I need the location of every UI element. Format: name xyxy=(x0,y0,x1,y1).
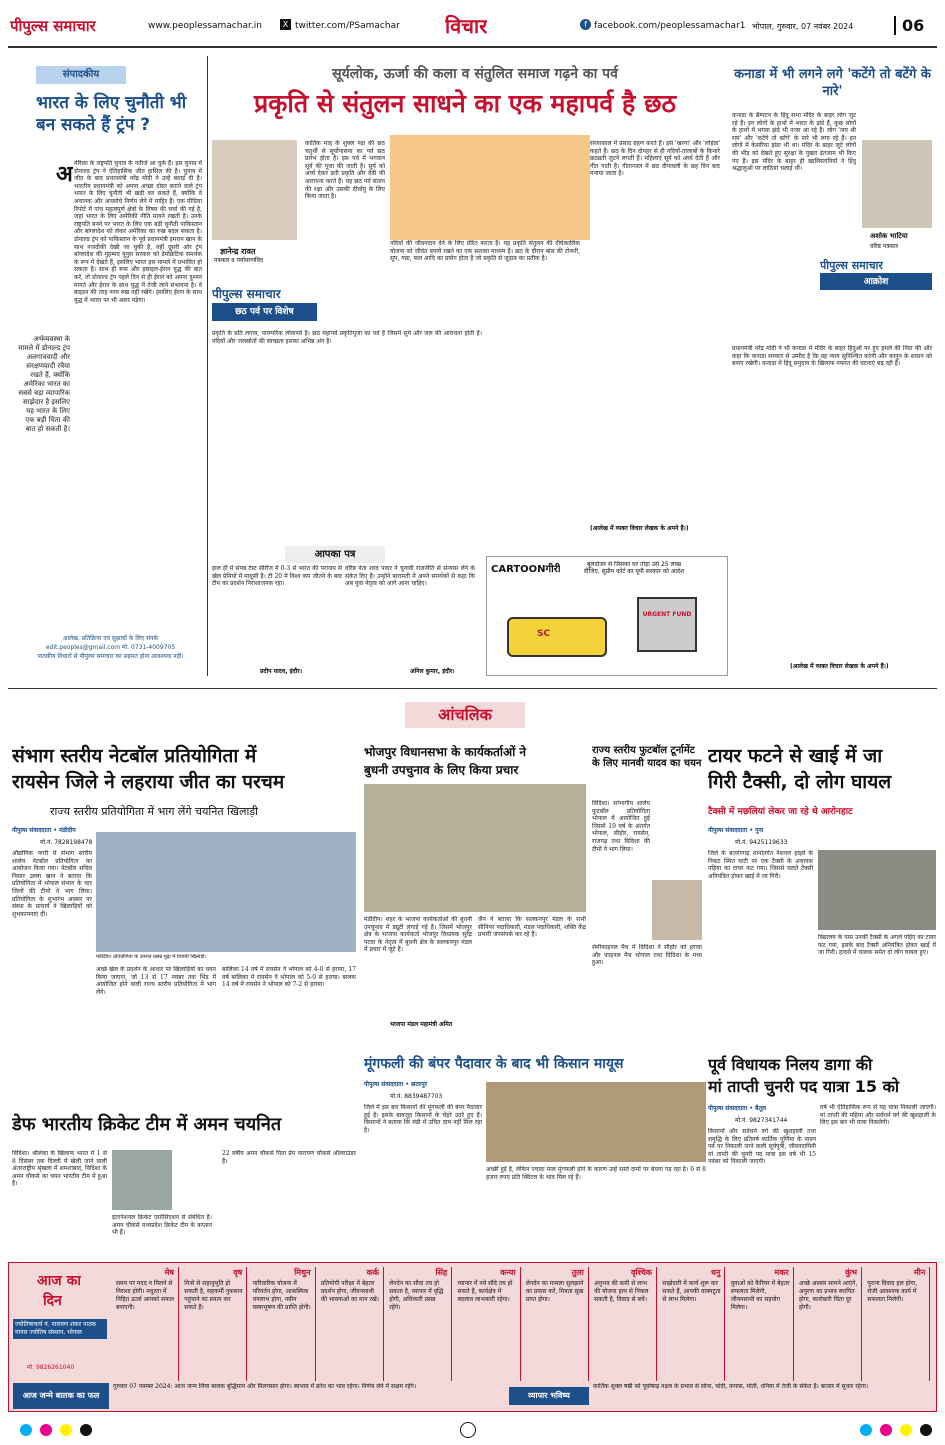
facebook-icon: f xyxy=(580,19,591,30)
yatra-title-2: मां ताप्ती चुनरी पद यात्रा 15 को xyxy=(708,1077,899,1096)
yatra-body: किसानों और सर्वधर्म वर्ग की खुशहाली तथा समृद्धि के लिए प्रतिवर्ष कार्तिक पूर्णिमा के पावन पर्व पर निकाली जाने वाली सूर्यपुत्री, जीवनदायिनी मां ताप्ती की चुनरी पद यात्रा इस वर्ष भी 15 नवंबर को निकाली जाएगी। xyxy=(708,1128,816,1166)
bhojpur-body: मंडीदीप। शहर के भाजपा कार्यकर्ताओं की बुधनी उपचुनाव में ड्यूटी लगाई गई है। जिसमें भोजपुर क्षेत्र के भाजपा कार्यकर्ता भोजपुर विधायक सुरेंद्र पटवा के नेतृत्व में बुधनी क्षेत्र के सलकनपुर मंडल में प्रचार में जुटे हैं। xyxy=(364,916,472,954)
dateline: भोपाल, गुरुवार, 07 नवंबर 2024 xyxy=(752,22,854,31)
facebook-link[interactable]: facebook.com/peoplessamachar1 xyxy=(594,21,746,31)
footer-contact-label: आलेख, प्रतिक्रिया एवं सुझावों के लिए संपर्क xyxy=(62,635,159,642)
cartoon-safe xyxy=(637,597,697,652)
letter-1: हाल ही में संपन्न टेस्ट सीरीज में 0-3 से भारत की पराजय से खेल प्रेमियों में मायूसी है। टी 20 में विश्व कप जीतने के बाद टीम का प्रदर्शन निराशाजनक रहा। xyxy=(212,565,342,588)
zodiac-sign-text: अनुभव की कमी से लाभ की योजना हाथ से निकल सकती है, विवाद से बचें। xyxy=(594,1280,649,1303)
cartoon-label: CARTOONगीरी xyxy=(491,564,561,575)
taxi-title-2: गिरी टैक्सी, दो लोग घायल xyxy=(708,771,892,793)
cartoon-caption: बुलडोजर से जिसका घर तोड़ा उसे 25 लाख दीजिए, सुप्रीम कोर्ट का यूपी सरकार को आदेश xyxy=(583,561,685,575)
zodiac-sign xyxy=(659,1267,725,1381)
zodiac-sign-text: समय पर मदद न मिलने से निराशा होगी। मधुरता में निहित ऊर्जा आपको सफल बनाएगी। xyxy=(116,1280,174,1311)
editorial-label: संपादकीय xyxy=(36,66,126,84)
zodiac-sign xyxy=(796,1267,862,1381)
taxi-sub: टैक्सी में मछलियां लेकर जा रहे थे आरोनहाट xyxy=(708,807,853,817)
zodiac-sign-name: मकर xyxy=(774,1268,789,1277)
netball-sub: राज्य स्तरीय प्रतियोगिता में भाग लेंगे चयनित खिलाड़ी xyxy=(50,805,259,818)
netball-body: औद्योगिक नगरी में संभाग स्तरीय शालेय नेटबॉल प्रतियोगिता का आयोजन किया गया। नेटबॉल सचिव निसार उल्ला खान ने बताया कि प्रतियोगिता में भोपाल संभाग के चार जिलों की टीमों ने भाग लिया। प्रतियोगिता के शुभारंभ अवसर पर संस्था के प्राचार्य ने खिलाड़ियों को शुभकामनाएं दीं। xyxy=(12,850,92,918)
astrologer-info: ज्योतिषाचार्य पं. नारायण शंकर पाठक मानस ज्योतिष संस्थान, भोपाल xyxy=(13,1319,107,1339)
zodiac-sign-text: प्रतियोगी परीक्षा में बेहतर प्रदर्शन होगा, जीवनसाथी की भावनाओं का मान रखें। xyxy=(320,1280,380,1303)
cricket-title: डेफ भारतीय क्रिकेट टीम में अमन चयनित xyxy=(12,1114,282,1135)
masthead xyxy=(0,0,945,46)
canada-author-role: वरिष्ठ पत्रकार xyxy=(870,243,899,250)
cartoon-machine-label: SC xyxy=(537,629,551,639)
taxi-body: जिले के बजरंगगढ़ थानांतर्गत नेशनल हाइवे के निकट स्थित घाटी पर एक टैक्सी के अचानक पहिया का टायर फट गया। जिससे चलते टैक्सी अनियंत्रित होकर खाई में जा गिरी। xyxy=(708,850,813,880)
zodiac-sign-text: अच्छे अवसर सामने आएंगे, अनुराग का प्रभाव स्थापित होगा, कारोबारी चिंता दूर होगी। xyxy=(799,1280,858,1311)
chhath-col1: कार्तिक माह के शुक्ल पक्ष की छठ चतुर्थी से सूर्योपासना का पर्व छठ प्रारंभ होता है। इस पर्व में भगवान सूर्य की पूजा की जाती है। सूर्य को अर्घ्य देकर व्रती प्रकृति और देवी की आराधना करते हैं। यह छठ पर्व संतान की रक्षा और उसकी दीर्घायु के लिए किया जाता है। xyxy=(305,140,385,201)
canada-body: कनाडा के ब्रैम्पटन के हिंदू सभा मंदिर के बाहर लोग जुट रहे हैं। इन लोगों के हाथों में भारत के झंडे हैं, कुछ लोगों के हाथों में भगवा झंडे भी नजर आ रहे हैं। लोग 'जय श्री राम' और 'कटेंगे तो बटेंगे' के नारे भी लगा रहे हैं। इन लोगों में केसरिया झंडा भी था। मंदिर के बाहर जुटे लोगों की भीड़ को देखते हुए सुरक्षा के पुख्ता इंतजाम भी किए गए हैं। इस मंदिर के बाहर ही खालिस्तानियों ने हिंदू श्रद्धालुओं पर लाठियां चलाई थीं। xyxy=(732,112,856,173)
chhath-title: प्रकृति से संतुलन साधने का एक महापर्व है छठ xyxy=(253,89,677,118)
regional-label: आंचलिक xyxy=(405,702,525,728)
zodiac-sign xyxy=(386,1267,452,1381)
zodiac-sign xyxy=(318,1267,384,1381)
section-title: विचार xyxy=(445,14,488,38)
zodiac-sign-name: वृष xyxy=(233,1268,243,1277)
zodiac-sign-text: मित्रों से सहानुभूति हो सकती है, सहकर्मी नुकसान पहुंचाने का प्रयत्न कर सकते हैं। xyxy=(184,1280,243,1311)
netball-title-2: रायसेन जिले ने लहराया जीत का परचम xyxy=(12,771,285,793)
peanut-byline: पीपुल्स संवाददाता • छतरपुर xyxy=(364,1081,428,1088)
masthead-logo: पीपुल्स समाचार xyxy=(10,17,96,35)
peanut-photo xyxy=(486,1082,706,1162)
netball-mobile: मो.नं. 7828198478 xyxy=(40,839,93,846)
editorial-title: भारत के लिए चुनौती भी बन सकते हैं ट्रंप ? xyxy=(36,93,187,135)
bhojpur-body-2: जैन ने बताया कि सलकनपुर मंडल के सभी सीनियर पदाधिकारी, मंडल पदाधिकारी, शक्ति केंद्र प्रभारी जनसंपर्क कर रहे हैं। xyxy=(478,916,586,939)
bhojpur-title-2: बुधनी उपचुनाव के लिए किया प्रचार xyxy=(364,763,519,777)
chhath-kicker: सूर्यलोक, ऊर्जा की कला व संतुलित समाज गढ़ने का पर्व xyxy=(332,66,618,82)
canada-brand: पीपुल्स समाचार xyxy=(820,259,883,272)
taxi-byline: पीपुल्स संवाददाता • गुना xyxy=(708,827,764,834)
chhath-col4: संध्याकाल में प्रसाद ग्रहण करते हैं। इसे 'खरना' और 'लोहंडा' कहते हैं। छठ के दिन दोपहर से ही नदियों-तालाबों के किनारे छठव्रती जुटने लगती हैं। महिलाएं सूर्य को अर्घ्य देती हैं और गीत गाती हैं। गीतान्जल में छठ दीपावली के छह दिन बाद मनाया जाता है। xyxy=(590,140,720,178)
football-player-photo xyxy=(652,880,702,940)
chhath-brand-sub: छठ पर्व पर विशेष xyxy=(212,303,317,321)
chhath-signoff: (आलेख में व्यक्त विचार लेखक के अपने हैं।) xyxy=(590,525,689,532)
football-body: विदिशा। सांभागीय शालेय फुटबॉल प्रतियोगिता भोपाल में आयोजित हुई जिसमें 19 वर्ष के अंतर्गत भोपाल, सीहोर, रायसेन, राजगढ़ तथा विदिशा की टीमों ने भाग लिया। xyxy=(592,800,650,853)
zodiac-sign-name: धनु xyxy=(711,1268,721,1277)
netball-body-2: अच्छे खेल के प्रदर्शन के आधार पर खिलाड़ियों का चयन किया जाएगा, जो 13 से 17 नवंबर तक भिंड में आयोजित होने वाली राज्य स्तरीय प्रतियोगिता में भाग लेंगे। xyxy=(96,966,216,996)
peanut-body: जिले में इस बार किसानों की मूंगफली की बंपर पैदावार हुई है। इसके बावजूद किसानों के चेहरे उतरे हुए हैं। किसानों ने बताया कि मंडी में उचित दाम नहीं मिल रहा है। xyxy=(364,1104,482,1134)
horoscope-box xyxy=(8,1262,937,1412)
zodiac-sign-text: लेनदेन का सौदा तय हो सकता है, व्यापार में वृद्धि होगी, अधिकारी प्रसन्न रहेंगे। xyxy=(389,1280,444,1311)
footer-email: edit.peoples@gmail.com मो. 0731-4009705 xyxy=(45,644,176,651)
cartoon-panel xyxy=(486,556,728,676)
zodiac-sign-name: मेष xyxy=(164,1268,174,1277)
netball-byline: पीपुल्स संवाददाता • मंडीदीप xyxy=(12,827,76,834)
zodiac-sign-name: कुंभ xyxy=(845,1268,857,1277)
zodiac-sign-text: साझेदारी में कार्य शुरू कर सकते हैं, आपकी वाक्पटुता से लाभ मिलेगा। xyxy=(662,1280,721,1303)
letter-2-sign: अनिल कुमार, इंदौर। xyxy=(410,668,455,675)
canada-brand-sub: आक्रोश xyxy=(820,273,932,290)
letter-1-sign: प्रदीप यादव, इंदौर। xyxy=(260,668,302,675)
zodiac-sign-text: पुराना विवाद हल होगा, रोजी आवश्यक कार्य में सफलता मिलेगी। xyxy=(867,1280,918,1303)
x-icon: X xyxy=(280,19,291,30)
canada-body-2: प्रधानमंत्री नरेंद्र मोदी ने भी कनाडा में मंदिर के बाहर हिंदुओं पर हुए हमले की निंदा की और कहा कि कनाडा सरकार से उम्मीद है कि वह न्याय सुनिश्चित करेगी और कानून के शासन को बनाए रखेगी। कनाडा में हिंदू समुदाय के खिलाफ नफरत की घटनाएं बढ़ रही हैं। xyxy=(732,345,932,368)
chhath-col3: नदियों की जीवनदान देने के लिए प्रेरित करता है। यह प्रकृति संतुलन की दीर्घकालिक योजना को जीवंत बनाये रखने का एक सशक्त माध्यम है। छठ के दौरान बांस की टोकरी, सूप, गन्ना, फल आदि का प्रयोग होता है जो प्रकृति से जुड़ाव का प्रतीक है। xyxy=(390,240,580,263)
zodiac-sign-text: पारिवारिक योजना में परिवर्तन होगा, आकस्मिक धनलाभ होगा, नवीन वस्त्राभूषण की प्राप्ति होगी। xyxy=(252,1280,311,1311)
author-name: ज्ञानेन्द्र रावत xyxy=(220,247,256,256)
zodiac-sign-name: वृश्चिक xyxy=(630,1268,653,1277)
peanut-body-2: अच्छी हुई है, लेकिन ज्यादा माल मूंगफली होने के कारण उन्हें सस्ते दामों पर बेचना पड़ रहा है। 6 से 8 हजार रुपए प्रति क्विंटल के भाव मिल रहे हैं। xyxy=(486,1166,706,1181)
football-body-2: सेमीफाइनल मैच में विदिशा ने सीहोर को हराया और फाइनल मैच भोपाल तथा विदिशा के मध्य हुआ। xyxy=(592,944,702,967)
yatra-title-1: पूर्व विधायक निलय डागा की xyxy=(708,1055,873,1074)
taxi-body-2: विद्यालय के पास उनकी टैक्सी के अगले पहिए का टायर फट गया, इसके बाद टैक्सी अनियंत्रित होकर खाई में जा गिरी। हादसे में चालक समेत दो लोग घायल हुए। xyxy=(818,934,936,957)
editorial-side: अर्थव्यवस्था के मामले में डोनाल्ड ट्रंप अलगाववादी और संरक्षणवादी रवैया रखते हैं, क्योंकि अमेरिका भारत का सबसे बड़ा व्यापारिक साझेदार है इसलिए यह भारत के लिए एक बड़ी चिंता की बात हो सकती है। xyxy=(18,335,70,433)
zodiac-sign-name: कर्क xyxy=(366,1268,379,1277)
bhojpur-photo xyxy=(364,784,586,912)
yatra-body-2: वर्ष भी ऐतिहासिक रूप से यह यात्रा निकाली जाएगी। मां ताप्ती की महिमा और सर्वधर्म वर्ग की खुशहाली के लिए इस बार भी यात्रा निकलेगी। xyxy=(820,1104,936,1127)
canada-author-name: अशोक भाटिया xyxy=(870,232,908,240)
business-label: व्यापार भविष्य xyxy=(509,1387,589,1405)
zodiac-sign-text: लेनदेन का मामला सुलझाने का प्रयास करें, मित्रता सुख प्राप्त होगा। xyxy=(525,1280,584,1303)
zodiac-sign xyxy=(113,1267,179,1381)
cricket-body-2: इंटरनेशनल क्रिकेट एसोसिएशन से संबंधित है। अमन चौकसे मध्यप्रदेश क्रिकेट टीम के कप्तान भी हैं। xyxy=(112,1214,212,1237)
zodiac-sign-name: कन्या xyxy=(500,1268,516,1277)
editorial-dropcap: अ xyxy=(56,162,73,187)
cricket-body: विदिशा। श्रीलंका के खिलाफ भारत में 1 से 8 दिसंबर तक दिल्ली में खेली जाने वाली अंतरराष्ट्रीय श्रृंखला में शमशाबाद, विदिशा के अमन चौकसे का चयन भारतीय टीम में हुआ है। xyxy=(12,1150,107,1188)
astrologer-mobile: मो. 9826261040 xyxy=(27,1364,75,1371)
business-text: कार्तिक शुक्ल षष्ठी को पूर्वाषाढ़ नक्षत्र के प्रभाव से सोना, चांदी, कपास, मोती, धनिया में तेजी के संकेत हैं। बाजार में सुधार रहेगा। xyxy=(593,1383,869,1390)
chhath-col2: प्रकृति के प्रति लगाव, पारम्परिक लोकपर्व है। छठ महापर्व प्रकृतिपूजा का पर्व है जिसमें सूर्य और जल की आराधना होती है। नदियों और जलस्रोतों की स्वच्छता इसका अभिन्न अंग है। xyxy=(212,330,482,345)
peanut-mobile: मो.नं. 8839487703 xyxy=(390,1093,443,1100)
taxi-mobile: मो.नं. 9425119633 xyxy=(735,839,788,846)
birth-text: गुरुवार 07 नवम्बर 2024: आज जन्म लिया बालक बुद्धिमान और मिलनसार होगा। स्वभाव में क्रोध का भाव रहेगा। निर्णय लेने में सक्षम रहेंगे। xyxy=(113,1383,417,1390)
yatra-byline: पीपुल्स संवाददाता • बैतूल xyxy=(708,1105,767,1112)
author-role: पत्रकार व पर्यावरणविद xyxy=(214,257,264,264)
zodiac-sign xyxy=(591,1267,657,1381)
canada-author-photo xyxy=(862,140,932,228)
zodiac-sign-name: तुला xyxy=(571,1268,584,1277)
cartoon-bulldozer xyxy=(507,617,607,657)
cricket-player-photo xyxy=(112,1150,172,1210)
horoscope-header-1: आज का xyxy=(37,1273,81,1289)
twitter-link[interactable]: twitter.com/PSamachar xyxy=(295,21,400,31)
bhojpur-byline: भाजपा मंडल महामंत्री अमित xyxy=(390,1021,453,1028)
peanut-title: मूंगफली की बंपर पैदावार के बाद भी किसान मायूस xyxy=(364,1056,624,1072)
website-link[interactable]: www.peoplessamachar.in xyxy=(148,21,262,31)
netball-title-1: संभाग स्तरीय नेटबॉल प्रतियोगिता में xyxy=(12,745,257,767)
canada-signoff: (आलेख में व्यक्त विचार लेखक के अपने हैं।) xyxy=(790,663,889,670)
netball-body-3: बालिका 14 वर्ष में रायसेन ने भोपाल को 4-0 से हराया, 17 वर्ष बालिका में रायसेन ने भोपाल को 5-0 से हराया। बालक 14 वर्ष में रायसेन ने भोपाल को 7-2 से हराया। xyxy=(222,966,356,989)
zodiac-sign-name: मीन xyxy=(914,1268,926,1277)
zodiac-sign-name: सिंह xyxy=(435,1268,448,1277)
zodiac-sign xyxy=(523,1267,589,1381)
editorial-body: मेरिका के राष्ट्रपति चुनाव के नतीजे आ चुके हैं। इस चुनाव में डोनाल्ड ट्रंप ने ऐतिहासिक जीत हासिल की है। चुनाव में जीत के बाद प्रधानमंत्री नरेंद्र मोदी ने उन्हें बधाई दी है। भारतीय प्रधानमंत्री को अपना अच्छा दोस्त बताने वाले ट्रंप भारत के लिए चुनौती भी खड़ी कर सकते हैं, क्योंकि वे अचानक और अनसोचे निर्णय लेने में माहिर हैं। एक मीडिया रिपोर्ट में पांच महत्वपूर्ण क्षेत्रों के विषय की चर्चा की गई है, जहां भारत के लिए अमेरिकी नीति मायने रखती है। उनके राष्ट्रपति बनने पर भारत के लिए एक बड़ी चुनौती पाकिस्तान और बांग्लादेश को लेकर अमेरिका का रुख बदल सकता है। डोनाल्ड ट्रंप को पाकिस्तान के पूर्व प्रधानमंत्री इमरान खान के साथ नजदीकी देखी जा चुकी है, वहीं दूसरी ओर ट्रंप बांग्लादेश की मुहम्मद यूनुस सरकार को डेमोक्रेटिक समर्थक के रूप में देखते हैं, इसलिए भारत इस मामले में प्रभावित हो सकता है। साथ ही रूस और इस्राइल-ईरान युद्ध की बात करें, तो डोनाल्ड ट्रंप पहले दिन से ही ईरान को अपना दुश्मन मानते और ईरान के साथ युद्ध में तेजी लाने संभावना है। वे बाइडन की तरह नरम रुख नहीं रखेंगे। इसलिए ईरान के साथ युद्ध में भारत पर भी असर पड़ेगा। xyxy=(74,160,202,304)
bhojpur-title-1: भोजपुर विधानसभा के कार्यकर्ताओं ने xyxy=(364,745,527,759)
zodiac-sign-name: मिथुन xyxy=(294,1268,311,1277)
netball-photo-caption: मंडीदीप। प्रतियोगिता के उपरांत प्रसन्न मुद्रा में विजयी खिलाड़ी। xyxy=(96,954,207,960)
print-color-bar xyxy=(0,1418,945,1440)
cricket-body-3: 22 वर्षीय अमन चौकसे पिता प्रेम नारायण चौकसे ऑलराउंडर हैं। xyxy=(222,1150,356,1165)
zodiac-sign-text: युवाओं को कैरियर में बेहतर सफलता मिलेगी, जीवनसाथी का सहयोग मिलेगा। xyxy=(730,1280,790,1311)
zodiac-sign xyxy=(250,1267,316,1381)
cartoon-safe-label: URGENT FUND xyxy=(642,611,692,618)
zodiac-sign xyxy=(181,1267,247,1381)
football-title: राज्य स्तरीय फुटबॉल टूर्नामेंट के लिए मानवी यादव का चयन xyxy=(592,745,702,769)
zodiac-sign xyxy=(864,1267,930,1381)
chhath-brand: पीपुल्स समाचार xyxy=(212,287,281,301)
zodiac-sign-text: व्यापार में नये सौदे तय हो सकते हैं, कार्यक्षेत्र में बदलाव लाभकारी रहेगा। xyxy=(457,1280,513,1303)
page-number: 06 xyxy=(894,16,924,35)
taxi-accident-photo xyxy=(818,850,936,930)
horoscope-header-2: दिन xyxy=(43,1293,62,1309)
signs-grid xyxy=(113,1267,933,1381)
letter-2: वरिष्ठ नेता शरद पवार ने चुनावी राजनीति से संन्यास लेने के संकेत दिए हैं। उन्होंने बारामती में अपने समर्थकों से कहा कि अब युवा नेतृत्व को आगे आना चाहिए। xyxy=(345,565,475,588)
letters-label: आपका पत्र xyxy=(285,546,385,563)
taxi-title-1: टायर फटने से खाई में जा xyxy=(708,745,883,767)
canada-title: कनाडा में भी लगने लगे 'कटेंगे तो बटेंगे के नारे' xyxy=(734,67,931,99)
zodiac-sign xyxy=(728,1267,794,1381)
chhath-illustration xyxy=(390,135,590,240)
author-photo xyxy=(212,140,297,240)
yatra-mobile: मो.नं. 9827341744 xyxy=(735,1117,788,1124)
netball-team-photo xyxy=(96,832,356,952)
editorial-footer xyxy=(18,634,203,672)
birth-label: आज जन्मे बालक का फल xyxy=(13,1383,109,1409)
zodiac-sign xyxy=(455,1267,521,1381)
footer-disclaimer: पाठकीय विचारों से पीपुल्स समाचार का सहमत होना आवश्यक नहीं। xyxy=(37,653,184,660)
